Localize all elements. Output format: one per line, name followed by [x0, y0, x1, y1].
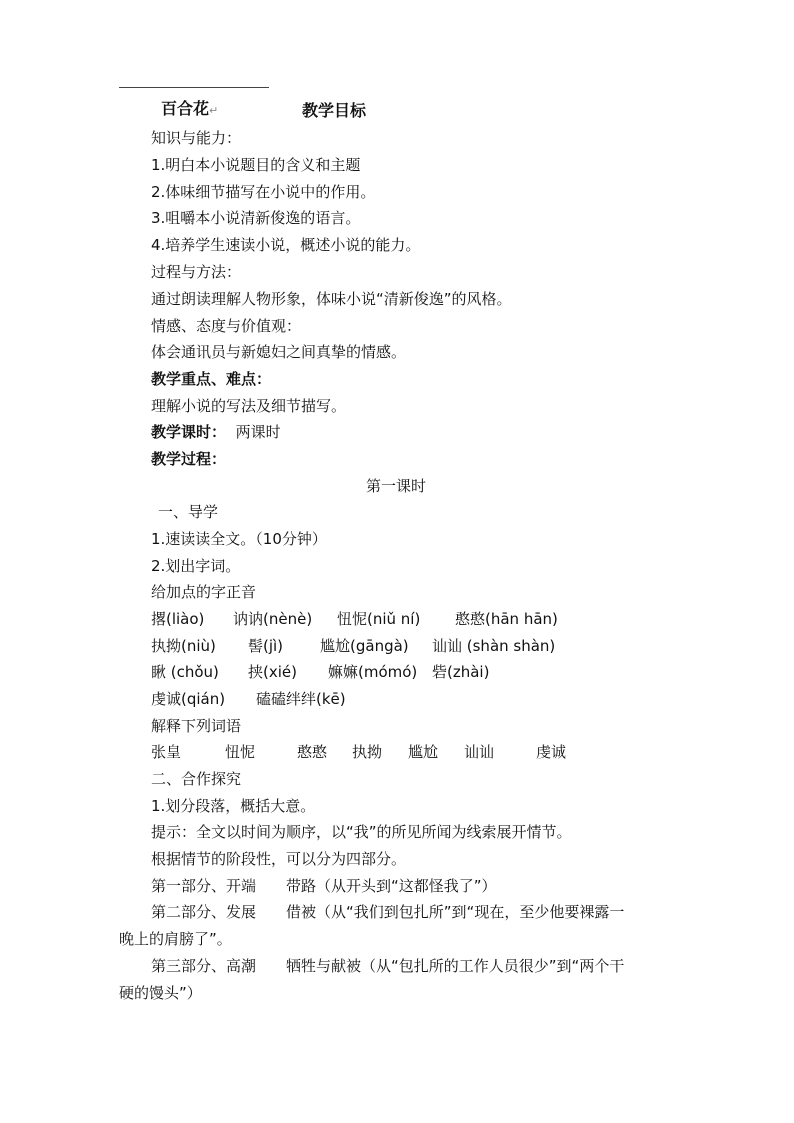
plot-part: 第三部分、高潮 牺牲与献被（从“包扎所的工作人员很少”到“两个干	[151, 957, 625, 975]
section-heading: 一、导学	[158, 503, 219, 521]
objective-item: 2.体味细节描写在小说中的作用。	[151, 183, 376, 201]
plot-part: 第一部分、开端 带路（从开头到“这都怪我了”）	[151, 877, 497, 895]
pronunciation-item: 憨憨(hān hān)	[455, 610, 558, 628]
step-item: 1.速读读全文。（10分钟）	[151, 530, 327, 548]
explain-heading: 解释下列词语	[151, 717, 242, 735]
step-item: 1.划分段落，概括大意。	[151, 797, 316, 815]
objective-item: 1.明白本小说题目的含义和主题	[151, 156, 361, 174]
return-mark-icon: ↵	[209, 104, 219, 117]
pronunciation-item: 髻(jì)	[248, 637, 284, 655]
word-item: 忸怩	[225, 743, 256, 761]
pronunciation-row	[151, 609, 711, 629]
class-hours	[151, 422, 281, 442]
emotion-text: 体会通讯员与新媳妇之间真挚的情感。	[151, 343, 407, 361]
pronunciation-row	[151, 662, 711, 682]
step-item: 2.划出字词。	[151, 557, 241, 575]
pronunciation-item: 瞅 (chǒu)	[151, 663, 219, 681]
key-points-text: 理解小说的写法及细节描写。	[151, 397, 347, 415]
pronunciation-row	[151, 689, 711, 709]
section-heading: 二、合作探究	[151, 770, 242, 788]
pronunciation-item: 嫲嫲(mómó)	[328, 663, 418, 681]
pronunciation-row	[151, 636, 711, 656]
objective-item: 3.咀嚼本小说清新俊逸的语言。	[151, 209, 361, 227]
word-item: 憨憨	[297, 743, 328, 761]
pronunciation-item: 磕磕绊绊(kē)	[256, 690, 346, 708]
stages-text: 根据情节的阶段性，可以分为四部分。	[151, 850, 407, 868]
lesson-title: 第一课时	[366, 477, 427, 495]
class-hours-value: 两课时	[235, 423, 281, 441]
plot-part: 第二部分、发展 借被（从“我们到包扎所”到“现在，至少他要裸露一	[151, 903, 625, 921]
pronunciation-item: 虔诚(qián)	[151, 690, 226, 708]
word-list	[151, 742, 711, 762]
word-item: 执拗	[352, 743, 383, 761]
plot-part-continuation: 硬的馒头”）	[119, 984, 202, 1002]
objectives-heading: 知识与能力：	[151, 129, 242, 147]
pronunciation-item: 讪讪 (shàn shàn)	[432, 637, 556, 655]
objective-item: 4.培养学生速读小说，概述小说的能力。	[151, 236, 421, 254]
word-item: 讪讪	[464, 743, 495, 761]
doc-title: 百合花↵	[161, 99, 219, 118]
header-rule	[119, 87, 269, 88]
class-hours-label: 教学课时：	[151, 423, 227, 441]
pronunciation-item: 砦(zhài)	[432, 663, 490, 681]
hint-text: 提示：全文以时间为顺序，以“我”的所见所闻为线索展开情节。	[151, 823, 572, 841]
pronunciation-item: 忸怩(niǔ ní)	[337, 610, 421, 628]
word-item: 尴尬	[408, 743, 439, 761]
pronunciation-item: 执拗(niù)	[151, 637, 216, 655]
process-method-text: 通过朗读理解人物形象，体味小说“清新俊逸”的风格。	[151, 290, 512, 308]
doc-subtitle: 教学目标	[302, 101, 367, 120]
pronunciation-item: 挟(xié)	[248, 663, 297, 681]
pronunciation-item: 撂(liào)	[151, 610, 205, 628]
emotion-heading: 情感、态度与价值观：	[151, 317, 302, 335]
word-item: 张皇	[151, 743, 182, 761]
pronunciation-item: 讷讷(nènè)	[233, 610, 313, 628]
word-item: 虔诚	[536, 743, 567, 761]
plot-part-continuation: 晚上的肩膀了”。	[119, 930, 232, 948]
pronunciation-heading: 给加点的字正音	[151, 583, 257, 601]
key-points-label: 教学重点、难点：	[151, 370, 272, 388]
process-method-heading: 过程与方法：	[151, 263, 242, 281]
teaching-process-label: 教学过程：	[151, 450, 227, 468]
pronunciation-item: 尴尬(gāngà)	[320, 637, 409, 655]
